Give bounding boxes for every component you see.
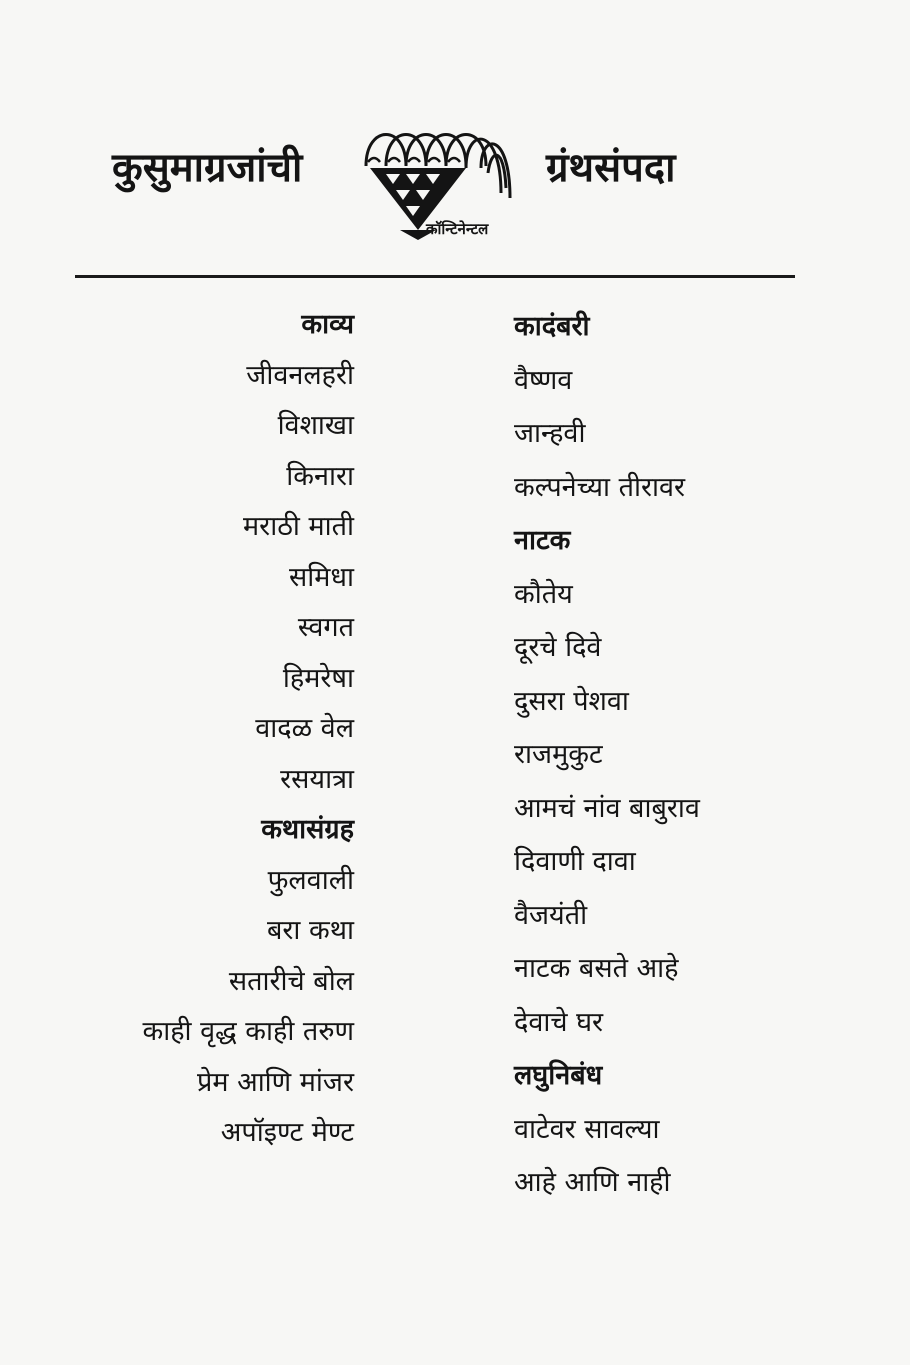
book-title: समिधा	[289, 561, 354, 593]
book-title: जीवनलहरी	[246, 359, 354, 391]
book-title: फुलवाली	[267, 864, 354, 896]
section-heading: लघुनिबंध	[514, 1060, 603, 1091]
section-heading: नाटक	[514, 525, 571, 556]
section-heading: कथासंग्रह	[261, 814, 354, 845]
book-title: वैष्णव	[514, 364, 573, 396]
book-title: आमचं नांव बाबुराव	[514, 792, 700, 824]
book-title: प्रेम आणि मांजर	[197, 1066, 354, 1098]
book-title: अपॉइण्ट मेण्ट	[220, 1117, 354, 1148]
book-title: काही वृद्ध काही तरुण	[142, 1016, 354, 1047]
book-title: कल्पनेच्या तीरावर	[514, 471, 686, 503]
title-right: ग्रंथसंपदा	[546, 145, 676, 191]
book-title: किनारा	[286, 460, 354, 492]
book-title: रसयात्रा	[280, 763, 354, 795]
divider-rule	[75, 275, 795, 278]
book-title: नाटक बसते आहे	[514, 953, 679, 984]
book-title: सतारीचे बोल	[228, 965, 354, 997]
book-title: वादळ वेल	[255, 713, 354, 744]
book-title: हिमरेषा	[282, 662, 354, 694]
book-title: बरा कथा	[266, 915, 354, 946]
book-title: मराठी माती	[243, 511, 354, 542]
book-title: कौतेय	[514, 578, 573, 610]
book-title: स्वगत	[297, 612, 354, 643]
left-column	[142, 300, 354, 1159]
book-title: आहे आणि नाही	[514, 1167, 671, 1198]
publisher-logo	[356, 118, 516, 243]
book-title: जान्हवी	[514, 418, 586, 449]
title-left: कुसुमाग्रजांची	[112, 145, 303, 191]
book-title: वैजयंती	[514, 899, 588, 931]
book-title: दूरचे दिवे	[514, 632, 602, 663]
book-title: दिवाणी दावा	[514, 846, 636, 877]
book-title: वाटेवर सावल्या	[514, 1113, 660, 1145]
book-title: विशाखा	[277, 410, 354, 441]
section-heading: काव्य	[301, 309, 354, 340]
book-title: दुसरा पेशवा	[514, 685, 629, 717]
book-title: देवाचे घर	[514, 1006, 604, 1038]
section-heading: कादंबरी	[514, 311, 590, 342]
right-column	[514, 300, 700, 1210]
publisher-logo-text: कॉन्टिनेन्टल	[426, 220, 489, 238]
book-title: राजमुकुट	[514, 739, 603, 770]
